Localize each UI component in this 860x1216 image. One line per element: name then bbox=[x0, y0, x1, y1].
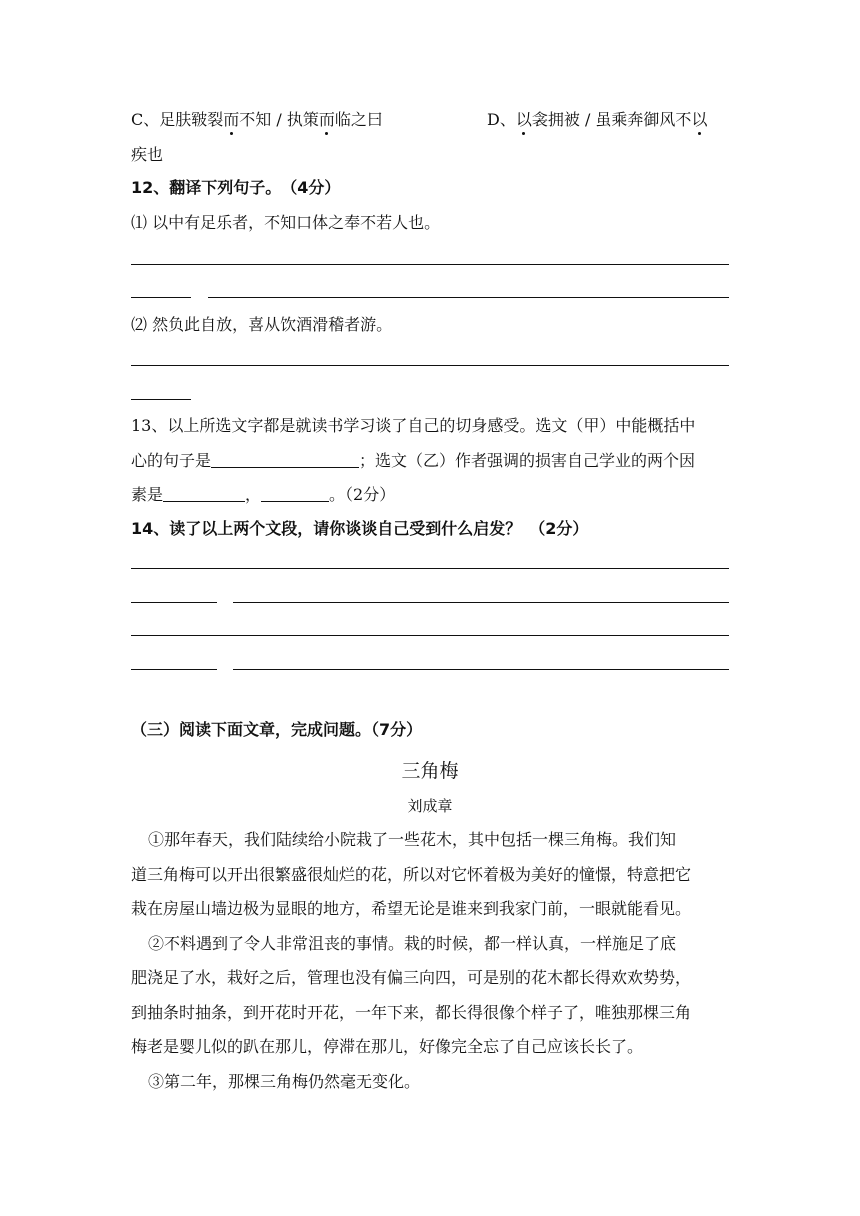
q13-line-2-text-b: ；选文（乙）作者强调的损害自己学业的两个因 bbox=[359, 451, 696, 470]
q12-sentence-2: ⑵ 然负此自放，喜从饮酒滑稽者游。 bbox=[131, 315, 393, 334]
answer-line[interactable] bbox=[131, 264, 729, 265]
answer-line[interactable] bbox=[131, 568, 729, 569]
paragraph-2-line: 梅老是婴儿似的趴在那儿，停滞在那儿，好像完全忘了自己应该长长了。 bbox=[131, 1037, 644, 1056]
paragraph-1-line: 道三角梅可以开出很繁盛很灿烂的花，所以对它怀着极为美好的憧憬，特意把它 bbox=[131, 865, 692, 884]
answer-line[interactable] bbox=[233, 602, 729, 603]
emphasis-dot-char: 而 bbox=[318, 110, 335, 129]
emphasis-dot-char: 以 bbox=[691, 110, 708, 129]
fill-blank[interactable] bbox=[261, 485, 329, 502]
q13-line-3-text-c: 。（2分） bbox=[329, 485, 396, 504]
answer-line[interactable] bbox=[233, 669, 729, 670]
q13-line-1: 13、以上所选文字都是就读书学习谈了自己的切身感受。选文（甲）中能概括中 bbox=[131, 416, 696, 435]
answer-line[interactable] bbox=[131, 399, 191, 400]
answer-line[interactable] bbox=[131, 365, 729, 366]
paragraph-1-line: ①那年春天，我们陆续给小院栽了一些花木，其中包括一棵三角梅。我们知 bbox=[148, 830, 677, 849]
q11-option-d bbox=[487, 110, 707, 130]
q13-line-3-text-b: ， bbox=[245, 485, 262, 504]
q13-line-3-text-a: 素是 bbox=[131, 485, 164, 504]
article-author: 刘成章 bbox=[407, 797, 453, 815]
fill-blank[interactable] bbox=[211, 451, 359, 468]
emphasis-dot-char: 而 bbox=[223, 110, 240, 129]
q14-title: 14、读了以上两个文段，请你谈谈自己受到什么启发？ （2分） bbox=[131, 519, 589, 538]
q11-option-c bbox=[131, 110, 383, 130]
q11-option-d-prefix: D、 bbox=[487, 110, 516, 129]
q11-option-d-mid: 衾拥被 / 虽乘奔御风不 bbox=[531, 110, 692, 129]
section-3-heading: （三）阅读下面文章，完成问题。（7分） bbox=[131, 720, 423, 739]
q11-option-c-prefix: C、足肤皲裂 bbox=[131, 110, 224, 129]
answer-line[interactable] bbox=[131, 635, 729, 636]
article-title: 三角梅 bbox=[401, 760, 459, 782]
q13-line-2 bbox=[131, 451, 695, 471]
q12-title: 12、翻译下列句子。 （4分） bbox=[131, 178, 341, 197]
q11-option-d-continuation: 疾也 bbox=[131, 145, 164, 164]
answer-line[interactable] bbox=[131, 669, 217, 670]
q11-option-c-mid: 不知 / 执策 bbox=[239, 110, 319, 129]
paragraph-2-line: ②不料遇到了令人非常沮丧的事情。栽的时候，都一样认真，一样施足了底 bbox=[148, 934, 677, 953]
paragraph-3-line: ③第二年，那棵三角梅仍然毫无变化。 bbox=[148, 1072, 421, 1091]
answer-line[interactable] bbox=[208, 297, 729, 298]
paragraph-2-line: 肥浇足了水，栽好之后，管理也没有偏三向四，可是别的花木都长得欢欢势势， bbox=[131, 968, 692, 987]
paragraph-1-line: 栽在房屋山墙边极为显眼的地方，希望无论是谁来到我家门前，一眼就能看见。 bbox=[131, 899, 692, 918]
answer-line[interactable] bbox=[131, 602, 217, 603]
answer-line[interactable] bbox=[131, 297, 191, 298]
q13-line-2-text-a: 心的句子是 bbox=[131, 451, 212, 470]
q11-option-c-suffix: 临之曰 bbox=[334, 110, 383, 129]
fill-blank[interactable] bbox=[163, 485, 245, 502]
q13-line-3 bbox=[131, 485, 395, 505]
q12-sentence-1: ⑴ 以中有足乐者，不知口体之奉不若人也。 bbox=[131, 213, 441, 232]
paragraph-2-line: 到抽条时抽条，到开花时开花，一年下来，都长得很像个样子了，唯独那棵三角 bbox=[131, 1003, 692, 1022]
emphasis-dot-char: 以 bbox=[515, 110, 532, 129]
